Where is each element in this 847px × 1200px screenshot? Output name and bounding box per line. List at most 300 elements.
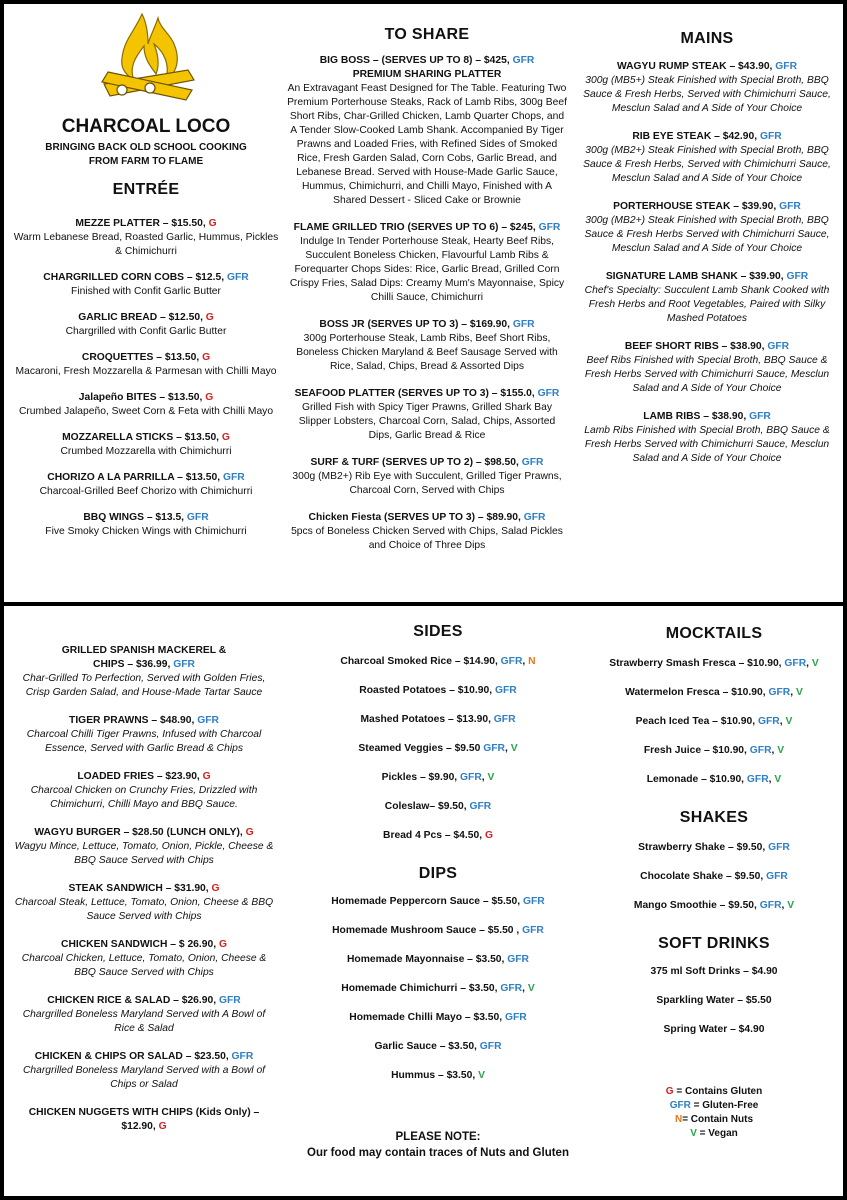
menu-item-name-line xyxy=(14,770,274,784)
legend-code-g: G xyxy=(665,1086,674,1097)
menu-item-name-line-2 xyxy=(14,658,274,672)
dietary-tag-gfr: GFR xyxy=(173,659,195,670)
menu-item xyxy=(300,1069,576,1083)
menu-item-name: SIGNATURE LAMB SHANK – $39.90, xyxy=(605,271,787,282)
menu-item-name: WAGYU RUMP STEAK – $43.90, xyxy=(616,61,776,72)
menu-item-name-line xyxy=(300,800,576,814)
menu-item xyxy=(592,870,836,884)
menu-item-name: CHORIZO A LA PARRILLA – $13.50, xyxy=(47,472,223,483)
menu-item xyxy=(578,130,836,186)
tag-separator: , xyxy=(779,716,786,727)
menu-item-name: WAGYU BURGER – $28.50 (LUNCH ONLY), xyxy=(34,827,246,838)
tag-separator: , xyxy=(522,656,529,667)
dietary-legend xyxy=(592,1085,836,1141)
dietary-tag-g: G xyxy=(208,218,217,229)
menu-item-name-line xyxy=(287,387,567,401)
menu-item-name-line xyxy=(287,511,567,525)
menu-item-name: CHICKEN & CHIPS OR SALAD – $23.50, xyxy=(34,1051,232,1062)
menu-item-name-line xyxy=(14,994,274,1008)
tag-separator: , xyxy=(771,745,778,756)
menu-item-name-line xyxy=(12,271,280,285)
menu-item-name-line xyxy=(592,657,836,671)
menu-item-name: Charcoal Smoked Rice – $14.90, xyxy=(340,656,501,667)
menu-item xyxy=(300,713,576,727)
menu-item-name-line xyxy=(12,351,280,365)
dietary-tag-gfr: GFR xyxy=(218,995,241,1006)
menu-item-name-2: PREMIUM SHARING PLATTER xyxy=(352,69,502,80)
sides-dips-column xyxy=(300,606,576,1161)
menu-item-name: Mashed Potatoes – $13.90, xyxy=(360,714,494,725)
menu-item xyxy=(592,841,836,855)
shakes-list xyxy=(592,841,836,913)
note-title: PLEASE NOTE: xyxy=(395,1131,481,1143)
dietary-tag-gfr: GFR xyxy=(537,388,560,399)
menu-item-name-line xyxy=(300,742,576,756)
dietary-tag-gfr: GFR xyxy=(768,842,790,853)
dietary-tag-gfr: GFR xyxy=(226,272,249,283)
menu-item xyxy=(578,340,836,396)
menu-item-name: Jalapeño BITES – $13.50, xyxy=(78,392,206,403)
menu-item xyxy=(592,965,836,979)
note-text: Our food may contain traces of Nuts and Gluten xyxy=(307,1147,569,1159)
menu-item xyxy=(300,800,576,814)
menu-item-name-line xyxy=(14,1050,274,1064)
dietary-tag-gfr: GFR xyxy=(512,55,535,66)
menu-item-name: Fresh Juice – $10.90, xyxy=(643,745,750,756)
menu-item xyxy=(14,714,274,756)
dietary-tag-gfr: GFR xyxy=(522,896,545,907)
menu-item-name-line xyxy=(578,200,836,214)
dietary-tag-gfr: GFR xyxy=(521,457,544,468)
menu-item xyxy=(578,270,836,326)
legend-row xyxy=(592,1127,836,1141)
menu-item-name-line xyxy=(578,340,836,354)
dietary-tag-gfr: GFR xyxy=(757,716,780,727)
menu-item-name-line-2 xyxy=(14,1120,274,1134)
menu-item xyxy=(14,770,274,812)
menu-item-name-line xyxy=(300,953,576,967)
menu-item-name: 375 ml Soft Drinks – $4.90 xyxy=(650,966,778,977)
mocktails-list xyxy=(592,657,836,787)
menu-item-name: CHARGRILLED CORN COBS – $12.5, xyxy=(43,272,227,283)
tag-separator: , xyxy=(790,687,796,698)
menu-item-name-line xyxy=(14,938,274,952)
legend-text: = Vegan xyxy=(696,1128,738,1139)
menu-item-description: 300g (MB2+) Steak Finished with Special Broth, BBQ Sauce & Fresh Herbs Served with Chimichurri Sauce, Mesclun Salad and A Side of Your Choice xyxy=(584,215,830,254)
menu-item xyxy=(14,1106,274,1134)
sides-list xyxy=(300,655,576,843)
dietary-tag-g: G xyxy=(202,352,211,363)
section-title-shakes: SHAKES xyxy=(679,809,749,826)
dietary-tag-v: V xyxy=(487,772,495,783)
menu-page-1 xyxy=(4,4,843,602)
menu-item xyxy=(300,771,576,785)
menu-item-name-line xyxy=(12,431,280,445)
menu-item xyxy=(14,994,274,1036)
menu-item-name-2: CHIPS – $36.99, xyxy=(93,659,174,670)
menu-item-name-line xyxy=(578,130,836,144)
menu-item-name: Strawberry Smash Fresca – $10.90, xyxy=(609,658,785,669)
dietary-tag-gfr: GFR xyxy=(759,131,782,142)
menu-item-name-line xyxy=(592,773,836,787)
menu-item-name: Strawberry Shake – $9.50, xyxy=(638,842,769,853)
dietary-tag-gfr: GFR xyxy=(186,512,209,523)
menu-item-description: Five Smoky Chicken Wings with Chimichurri xyxy=(45,526,247,537)
dietary-tag-g: G xyxy=(158,1121,167,1132)
dietary-tag-gfr: GFR xyxy=(767,341,790,352)
menu-item-name: Steamed Veggies – $9.50 xyxy=(358,743,484,754)
menu-item-name: Homemade Mushroom Sauce – $5.50 , xyxy=(332,925,523,936)
tag-separator: , xyxy=(781,900,788,911)
dietary-tag-v: V xyxy=(785,716,793,727)
menu-item-name: PORTERHOUSE STEAK – $39.90, xyxy=(613,201,780,212)
menu-item-name: Spring Water – $4.90 xyxy=(663,1024,765,1035)
menu-item xyxy=(287,318,567,374)
tag-separator: , xyxy=(768,774,775,785)
menu-item-name: Watermelon Fresca – $10.90, xyxy=(625,687,769,698)
menu-item xyxy=(592,744,836,758)
menu-item xyxy=(300,924,576,938)
menu-item-name-line xyxy=(300,713,576,727)
menu-item-name: BOSS JR (SERVES UP TO 3) – $169.90, xyxy=(319,319,513,330)
dietary-tag-gfr: GFR xyxy=(784,658,807,669)
entree-column xyxy=(12,4,280,551)
dietary-tag-g: G xyxy=(218,939,227,950)
menu-item-description: Indulge In Tender Porterhouse Steak, Hearty Beef Ribs, Succulent Boneless Chicken, Flavourful Lamb Ribs & Forequarter Chops Sides: Rice, Garlic Bread, Grilled Corn Crispy Fries, Salad Dips: Creamy Mum's Mayonnaise, Spicy Chilli Sauce, Chimichurri xyxy=(289,236,565,303)
tag-separator: , xyxy=(522,983,528,994)
menu-item xyxy=(12,471,280,499)
menu-item-name: Chicken Fiesta (SERVES UP TO 3) – $89.90, xyxy=(308,512,524,523)
menu-item-name: GARLIC BREAD – $12.50, xyxy=(78,312,206,323)
dietary-tag-n: N xyxy=(528,656,536,667)
menu-item xyxy=(287,511,567,553)
menu-item-name: LOADED FRIES – $23.90, xyxy=(77,771,203,782)
menu-item-name: Homemade Mayonnaise – $3.50, xyxy=(347,954,508,965)
menu-item-name: GRILLED SPANISH MACKEREL & xyxy=(61,645,227,656)
menu-item xyxy=(12,511,280,539)
section-title-sides: SIDES xyxy=(413,623,463,640)
menu-item-name-line xyxy=(300,1040,576,1054)
menu-item-name: FLAME GRILLED TRIO (SERVES UP TO 6) – $245, xyxy=(293,222,539,233)
menu-item-name-line xyxy=(592,899,836,913)
menu-item-description: Charcoal Chilli Tiger Prawns, Infused with Charcoal Essence, Served with Garlic Bread & Chips xyxy=(26,729,262,754)
menu-item-description: Chargrilled Boneless Maryland Served with A Bowl of Rice & Salad xyxy=(22,1009,266,1034)
menu-item-name: LAMB RIBS – $38.90, xyxy=(643,411,750,422)
menu-item-description: Charcoal Chicken on Crunchy Fries, Drizzled with Chimichurri, Chilli Mayo and BBQ Sauce. xyxy=(30,785,258,810)
legend-text: = Contain Nuts xyxy=(682,1114,754,1125)
menu-item-name: Chocolate Shake – $9.50, xyxy=(640,871,767,882)
dietary-tag-v: V xyxy=(510,743,518,754)
menu-item-name-line xyxy=(12,471,280,485)
menu-item-name: SEAFOOD PLATTER (SERVES UP TO 3) – $155.0, xyxy=(294,388,538,399)
menu-item xyxy=(287,387,567,443)
dietary-tag-gfr: GFR xyxy=(759,900,782,911)
dietary-tag-gfr: GFR xyxy=(231,1051,254,1062)
menu-item xyxy=(592,773,836,787)
tag-separator: , xyxy=(806,658,812,669)
menu-item-name: MEZZE PLATTER – $15.50, xyxy=(75,218,209,229)
dietary-tag-gfr: GFR xyxy=(749,411,771,422)
dietary-tag-gfr: GFR xyxy=(766,871,788,882)
menu-item-description: Charcoal-Grilled Beef Chorizo with Chimichurri xyxy=(39,486,253,497)
menu-item-description: An Extravagant Feast Designed for The Table. Featuring Two Premium Porterhouse Steaks, Rack of Lamb Ribs, 300g Beef Short Ribs, Char-Grilled Chicken, Lamb Quarter Chops, and A Tender Slow-Cooked Lamb Shank. Accompanied By Tiger Prawns and Loaded Fries, with Refined Sides of Smoked Rice, Fresh Garden Salad, Corn Cobs, Garlic Bread, and Lebanese Bread. Served with House-Made Garlic Sauce, Hummus, Chimichurri, and Chilli Mayo, Finished with A Shared Dessert - Sliced Cake or Brownie xyxy=(287,83,567,206)
menu-item-name-line xyxy=(14,882,274,896)
menu-item-name: Coleslaw– $9.50, xyxy=(384,801,470,812)
menu-item xyxy=(12,311,280,339)
menu-item xyxy=(14,938,274,980)
dietary-tag-gfr: GFR xyxy=(500,983,523,994)
menu-item-name: RIB EYE STEAK – $42.90, xyxy=(632,131,760,142)
menu-item-name-line xyxy=(12,311,280,325)
menu-item-name: Lemonade – $10.90, xyxy=(646,774,747,785)
menu-item-name: CROQUETTES – $13.50, xyxy=(81,352,203,363)
menu-item xyxy=(592,715,836,729)
menu-item xyxy=(12,217,280,259)
section-title-dips: DIPS xyxy=(418,865,458,882)
dietary-tag-v: V xyxy=(774,774,782,785)
dietary-tag-gfr: GFR xyxy=(538,222,561,233)
menu-item xyxy=(578,200,836,256)
dietary-tag-gfr: GFR xyxy=(197,715,219,726)
dietary-tag-g: G xyxy=(205,392,214,403)
dietary-tag-gfr: GFR xyxy=(460,772,482,783)
menu-item xyxy=(592,1023,836,1037)
legend-text: = Contains Gluten xyxy=(673,1086,763,1097)
menu-item-name-line xyxy=(14,644,274,658)
dietary-tag-g: G xyxy=(202,771,211,782)
menu-item-name: Roasted Potatoes – $10.90, xyxy=(359,685,495,696)
menu-item-name: Hummus – $3.50, xyxy=(391,1070,479,1081)
menu-item-description: Chargrilled Boneless Maryland Served with a Bowl of Chips or Salad xyxy=(22,1065,266,1090)
menu-item xyxy=(12,391,280,419)
menu-item-name-line xyxy=(300,1069,576,1083)
menu-item-description: 300g Porterhouse Steak, Lamb Ribs, Beef Short Ribs, Boneless Chicken Maryland & Beef Sausage Served with Rice, Salad, Chips, Bread & Assorted Dips xyxy=(296,333,558,372)
soft-drinks-list xyxy=(592,965,836,1037)
menu-item-name-line xyxy=(287,54,567,68)
dietary-tag-g: G xyxy=(205,312,214,323)
menu-item-description: Grilled Fish with Spicy Tiger Prawns, Grilled Shark Bay Slipper Lobsters, Charcoal Corn, Salad, Chips, Assorted Dips, Garlic Bread & Rice xyxy=(298,402,556,441)
menu-item xyxy=(14,882,274,924)
dietary-tag-gfr: GFR xyxy=(222,472,245,483)
legend-code-gfr: GFR xyxy=(669,1100,691,1111)
menu-item-name: Homemade Chimichurri – $3.50, xyxy=(341,983,501,994)
menu-item-name: Homemade Peppercorn Sauce – $5.50, xyxy=(331,896,523,907)
menu-item xyxy=(12,431,280,459)
tag-separator: , xyxy=(504,743,511,754)
menu-item-name-line xyxy=(287,456,567,470)
dietary-tag-gfr: GFR xyxy=(512,319,535,330)
drinks-column xyxy=(592,606,836,1141)
dips-list xyxy=(300,895,576,1083)
menu-item-name-line xyxy=(300,982,576,996)
menu-item xyxy=(592,657,836,671)
menu-item-name-line xyxy=(300,655,576,669)
menu-item-name-line xyxy=(12,511,280,525)
to-share-column xyxy=(287,4,567,566)
menu-item-name: Pickles – $9.90, xyxy=(381,772,461,783)
dietary-tag-v: V xyxy=(478,1070,485,1081)
menu-item-name-line xyxy=(592,715,836,729)
section-title-to-share: TO SHARE xyxy=(384,26,470,43)
menu-item-description: Finished with Confit Garlic Butter xyxy=(71,286,221,297)
tagline-line-2: FROM FARM TO FLAME xyxy=(88,156,204,167)
menu-item xyxy=(300,895,576,909)
section-title-entree: ENTRÉE xyxy=(112,181,180,198)
dietary-tag-g: G xyxy=(245,827,254,838)
dietary-tag-v: V xyxy=(777,745,785,756)
menu-item-name-line xyxy=(592,965,836,979)
menu-item xyxy=(14,826,274,868)
dietary-tag-g: G xyxy=(221,432,230,443)
menu-item xyxy=(287,221,567,305)
menu-item-description: Chef's Specialty: Succulent Lamb Shank Cooked with Fresh Herbs and Root Vegetables, Paired with Silky Mashed Potatoes xyxy=(584,285,830,324)
dietary-tag-g: G xyxy=(211,883,220,894)
dietary-tag-gfr: GFR xyxy=(749,745,772,756)
menu-item-name-line xyxy=(300,829,576,843)
more-mains-column xyxy=(14,606,274,1148)
entree-list xyxy=(12,217,280,539)
menu-item-description: Charcoal Steak, Lettuce, Tomato, Onion, Cheese & BBQ Sauce Served with Chips xyxy=(14,897,274,922)
menu-item-name-line-2 xyxy=(287,68,567,82)
dietary-tag-gfr: GFR xyxy=(775,61,798,72)
menu-item xyxy=(287,54,567,208)
menu-item xyxy=(300,684,576,698)
menu-item xyxy=(14,1050,274,1092)
legend-text: = Gluten-Free xyxy=(690,1100,759,1111)
menu-item-description: 300g (MB2+) Rib Eye with Succulent, Grilled Tiger Prawns, Charcoal Corn, Served with Chips xyxy=(292,471,562,496)
menu-item-name-line xyxy=(592,994,836,1008)
dietary-tag-gfr: GFR xyxy=(469,801,492,812)
menu-item-name-line xyxy=(300,924,576,938)
menu-item-name-line xyxy=(300,684,576,698)
dietary-tag-v: V xyxy=(787,900,795,911)
menu-item-name-line xyxy=(287,221,567,235)
menu-item xyxy=(592,899,836,913)
menu-item-name: Mango Smoothie – $9.50, xyxy=(633,900,760,911)
dietary-tag-gfr: GFR xyxy=(786,271,809,282)
dietary-tag-gfr: GFR xyxy=(522,925,544,936)
tag-separator: , xyxy=(481,772,488,783)
menu-item-description: 5pcs of Boneless Chicken Served with Chips, Salad Pickles and Choice of Three Dips xyxy=(291,526,563,551)
menu-item-name-line xyxy=(300,771,576,785)
menu-item-name: STEAK SANDWICH – $31.90, xyxy=(68,883,212,894)
menu-item-name-line xyxy=(592,1023,836,1037)
menu-item-name: Sparkling Water – $5.50 xyxy=(656,995,772,1006)
menu-item-name-line xyxy=(14,826,274,840)
menu-item xyxy=(592,994,836,1008)
menu-item-name: CHICKEN RICE & SALAD – $26.90, xyxy=(47,995,219,1006)
menu-page-2 xyxy=(4,606,843,1196)
menu-item xyxy=(592,686,836,700)
legend-row xyxy=(592,1113,836,1127)
menu-item-name-2: $12.90, xyxy=(121,1121,159,1132)
menu-item-name-line xyxy=(300,895,576,909)
menu-item-description: Charcoal Chicken, Lettuce, Tomato, Onion, Cheese & BBQ Sauce Served with Chips xyxy=(21,953,267,978)
menu-item-description: Wagyu Mince, Lettuce, Tomato, Onion, Pickle, Cheese & BBQ Sauce Served with Chips xyxy=(14,841,274,866)
menu-item xyxy=(300,829,576,843)
menu-item-name-line xyxy=(592,686,836,700)
dietary-tag-g: G xyxy=(484,830,493,841)
dietary-tag-gfr: GFR xyxy=(504,1012,527,1023)
menu-item-name: TIGER PRAWNS – $48.90, xyxy=(69,715,198,726)
menu-item-description: 300g (MB5+) Steak Finished with Special Broth, BBQ Sauce & Fresh Herbs, Served with Chimichurri Sauce, Mesclun Salad and A Side of Your Choice xyxy=(583,75,831,114)
menu-item-description: 300g (MB2+) Steak Finished with Special Broth, BBQ Sauce & Fresh Herbs, Served with Chimichurri Sauce, Mesclun Salad and A Side of Your Choice xyxy=(583,145,831,184)
menu-item-name-line xyxy=(592,744,836,758)
menu-item-name: MOZZARELLA STICKS – $13.50, xyxy=(62,432,222,443)
menu-item xyxy=(300,953,576,967)
menu-item-description: Chargrilled with Confit Garlic Butter xyxy=(65,326,227,337)
menu-item-name: CHICKEN SANDWICH – $ 26.90, xyxy=(61,939,219,950)
menu-item-description: Crumbed Jalapeño, Sweet Corn & Feta with Chilli Mayo xyxy=(18,406,274,417)
dietary-tag-gfr: GFR xyxy=(523,512,546,523)
menu-item-name: CHICKEN NUGGETS WITH CHIPS (Kids Only) – xyxy=(28,1107,260,1118)
menu-item xyxy=(578,60,836,116)
menu-item xyxy=(300,742,576,756)
legend-code-v: V xyxy=(690,1128,697,1139)
menu-item-description: Warm Lebanese Bread, Roasted Garlic, Hummus, Pickles & Chimichurri xyxy=(13,232,279,257)
menu-item-name: SURF & TURF (SERVES UP TO 2) – $98.50, xyxy=(310,457,522,468)
menu-item-description: Macaroni, Fresh Mozzarella & Parmesan with Chilli Mayo xyxy=(15,366,277,377)
menu-item-name-line xyxy=(592,870,836,884)
menu-item-description: Crumbed Mozzarella with Chimichurri xyxy=(60,446,232,457)
menu-item-name-line xyxy=(592,841,836,855)
dietary-tag-v: V xyxy=(795,687,803,698)
more-mains-list xyxy=(14,644,274,1134)
dietary-tag-v: V xyxy=(811,658,819,669)
menu-item-name-line xyxy=(578,60,836,74)
menu-item-name: BIG BOSS – (SERVES UP TO 8) – $425, xyxy=(319,55,513,66)
brand-name: CHARCOAL LOCO xyxy=(61,116,231,137)
menu-item-name-line xyxy=(578,270,836,284)
dietary-tag-gfr: GFR xyxy=(483,743,505,754)
dietary-tag-gfr: GFR xyxy=(746,774,769,785)
tagline-line-1: BRINGING BACK OLD SCHOOL COOKING xyxy=(45,142,247,153)
legend-code-n: N xyxy=(674,1114,683,1125)
mains-column xyxy=(578,4,836,480)
menu-item-name: BBQ WINGS – $13.5, xyxy=(83,512,187,523)
menu-item-description: Beef Ribs Finished with Special Broth, BBQ Sauce & Fresh Herbs Served with Chimichurri Sauce, Mesclun Salad and A Side of Your Choice xyxy=(584,355,830,394)
menu-item xyxy=(287,456,567,498)
menu-item xyxy=(300,655,576,669)
menu-item-name-line xyxy=(12,217,280,231)
menu-item-name-line xyxy=(287,318,567,332)
dietary-tag-v: V xyxy=(527,983,535,994)
dietary-tag-gfr: GFR xyxy=(479,1041,502,1052)
menu-item xyxy=(14,644,274,700)
to-share-list xyxy=(287,54,567,553)
section-title-soft-drinks: SOFT DRINKS xyxy=(658,935,770,952)
menu-item xyxy=(578,410,836,466)
menu-item-name-line xyxy=(300,1011,576,1025)
menu-item-name-line xyxy=(12,391,280,405)
menu-item-description: Lamb Ribs Finished with Special Broth, BBQ Sauce & Fresh Herbs Served with Chimichurri Sauce, Mesclun Salad and A Side of Your Choice xyxy=(584,425,830,464)
menu-item xyxy=(300,1040,576,1054)
menu-item-name-line xyxy=(14,1106,274,1120)
dietary-tag-gfr: GFR xyxy=(494,685,517,696)
menu-item-name: Bread 4 Pcs – $4.50, xyxy=(383,830,485,841)
menu-item xyxy=(300,982,576,996)
menu-item-name: Garlic Sauce – $3.50, xyxy=(374,1041,480,1052)
menu-item-name-line xyxy=(578,410,836,424)
menu-item-name: Homemade Chilli Mayo – $3.50, xyxy=(349,1012,505,1023)
dietary-tag-gfr: GFR xyxy=(493,714,516,725)
menu-item-name: Peach Iced Tea – $10.90, xyxy=(635,716,758,727)
legend-row xyxy=(592,1099,836,1113)
dietary-tag-gfr: GFR xyxy=(768,687,791,698)
dietary-tag-gfr: GFR xyxy=(779,201,801,212)
dietary-tag-gfr: GFR xyxy=(507,954,529,965)
section-title-mains: MAINS xyxy=(680,30,734,47)
